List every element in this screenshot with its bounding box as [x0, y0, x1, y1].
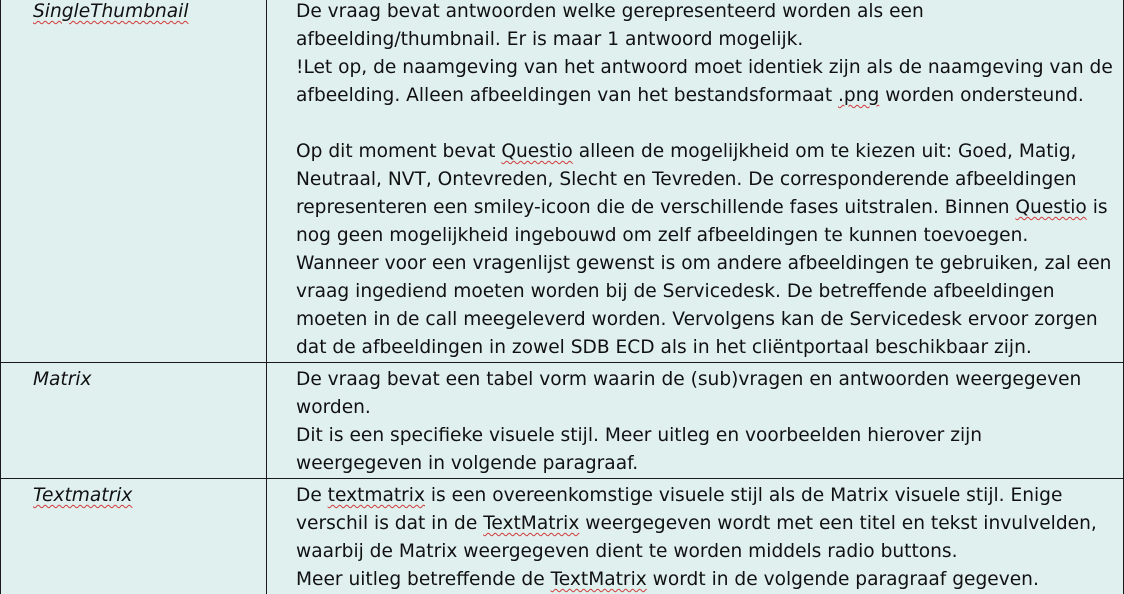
term-label: Matrix — [33, 369, 92, 390]
term-label: Textmatrix — [33, 485, 132, 506]
description-line: !Let op, de naamgeving van het antwoord moet identiek zijn als de naamgeving van de — [296, 54, 1117, 82]
description-cell — [267, 0, 1124, 363]
description-line: vraag ingediend moeten worden bij de Servicedesk. De betreffende afbeeldingen — [296, 278, 1117, 306]
description-line: Meer uitleg betreffende de TextMatrix wordt in de volgende paragraaf gegeven. — [296, 566, 1117, 594]
table-row-singlethumbnail — [1, 0, 1124, 363]
description-line: worden. — [296, 394, 1117, 422]
description-line: Op dit moment bevat Questio alleen de mogelijkheid om te kiezen uit: Goed, Matig, — [296, 138, 1117, 166]
description-line: dat de afbeeldingen in zowel SDB ECD als in het cliëntportaal beschikbaar zijn. — [296, 334, 1117, 362]
description-line: nog geen mogelijkheid ingebouwd om zelf afbeeldingen te kunnen toevoegen. — [296, 222, 1117, 250]
description-line: De vraag bevat antwoorden welke gerepresenteerd worden als een — [296, 0, 1117, 26]
term-cell — [1, 479, 267, 594]
description-line: representeren een smiley-icoon die de verschillende fases uitstralen. Binnen Questio is — [296, 194, 1117, 222]
description-line: Neutraal, NVT, Ontevreden, Slecht en Tevreden. De corresponderende afbeeldingen — [296, 166, 1117, 194]
description-line: waarbij de Matrix weergegeven dient te worden middels radio buttons. — [296, 538, 1117, 566]
description-line: moeten in de call meegeleverd worden. Vervolgens kan de Servicedesk ervoor zorgen — [296, 306, 1117, 334]
description-line: verschil is dat in de TextMatrix weergegeven wordt met een titel en tekst invulvelden, — [296, 510, 1117, 538]
description-line: De textmatrix is een overeenkomstige visuele stijl als de Matrix visuele stijl. Enige — [296, 482, 1117, 510]
description-line: afbeelding. Alleen afbeeldingen van het bestandsformaat .png worden ondersteund. — [296, 82, 1117, 110]
description-cell — [267, 479, 1124, 594]
table-row-textmatrix — [1, 479, 1124, 594]
description-cell — [267, 363, 1124, 479]
description-line: De vraag bevat een tabel vorm waarin de (sub)vragen en antwoorden weergegeven — [296, 366, 1117, 394]
description-line: Wanneer voor een vragenlijst gewenst is om andere afbeeldingen te gebruiken, zal een — [296, 250, 1117, 278]
table-row-matrix — [1, 363, 1124, 479]
term-cell — [1, 363, 267, 479]
description-line: afbeelding/thumbnail. Er is maar 1 antwoord mogelijk. — [296, 26, 1117, 54]
description-line: Dit is een specifieke visuele stijl. Meer uitleg en voorbeelden hierover zijn — [296, 422, 1117, 450]
term-cell — [1, 0, 267, 363]
description-line: weergegeven in volgende paragraaf. — [296, 450, 1117, 478]
blank-line — [296, 110, 1117, 138]
term-label: SingleThumbnail — [33, 1, 189, 22]
